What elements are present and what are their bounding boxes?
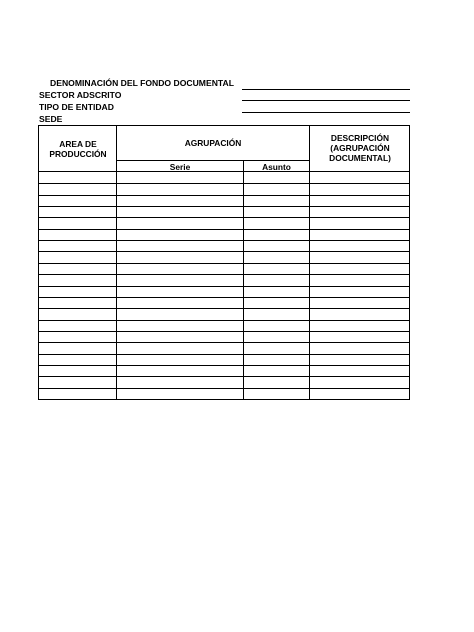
subheader-asunto: Asunto xyxy=(262,161,291,172)
table-row[interactable] xyxy=(39,320,409,321)
table-row[interactable] xyxy=(39,217,409,218)
table-row[interactable] xyxy=(39,206,409,207)
table-row[interactable] xyxy=(39,274,409,275)
agrupacion-divider xyxy=(116,160,309,161)
table-row[interactable] xyxy=(39,365,409,366)
table-row[interactable] xyxy=(39,376,409,377)
table-row[interactable] xyxy=(39,195,409,196)
table-row[interactable] xyxy=(39,388,409,389)
col-header-descripcion: DESCRIPCIÓN (AGRUPACIÓN DOCUMENTAL) xyxy=(329,133,391,163)
denominacion-label: DENOMINACIÓN DEL FONDO DOCUMENTAL xyxy=(50,78,234,88)
table-row[interactable] xyxy=(39,331,409,332)
col-header-area: AREA DE PRODUCCIÓN xyxy=(49,139,107,159)
tipo-entidad-label: TIPO DE ENTIDAD xyxy=(39,102,114,112)
sector-field[interactable] xyxy=(242,100,410,101)
col-divider-2 xyxy=(243,160,244,399)
sede-label: SEDE xyxy=(39,114,63,124)
subheader-serie: Serie xyxy=(169,161,191,172)
table-row[interactable] xyxy=(39,183,409,184)
table-row[interactable] xyxy=(39,240,409,241)
inventory-table xyxy=(38,125,410,400)
table-row[interactable] xyxy=(39,308,409,309)
table-row[interactable] xyxy=(39,229,409,230)
header-bottom-line xyxy=(39,171,409,172)
table-row[interactable] xyxy=(39,297,409,298)
table-row[interactable] xyxy=(39,251,409,252)
table-row[interactable] xyxy=(39,342,409,343)
sector-label: SECTOR ADSCRITO xyxy=(39,90,122,100)
denominacion-field[interactable] xyxy=(242,89,410,90)
col-header-agrupacion: AGRUPACIÓN xyxy=(184,138,242,148)
table-row[interactable] xyxy=(39,263,409,264)
table-row[interactable] xyxy=(39,354,409,355)
table-row[interactable] xyxy=(39,286,409,287)
tipo-entidad-field[interactable] xyxy=(242,112,410,113)
